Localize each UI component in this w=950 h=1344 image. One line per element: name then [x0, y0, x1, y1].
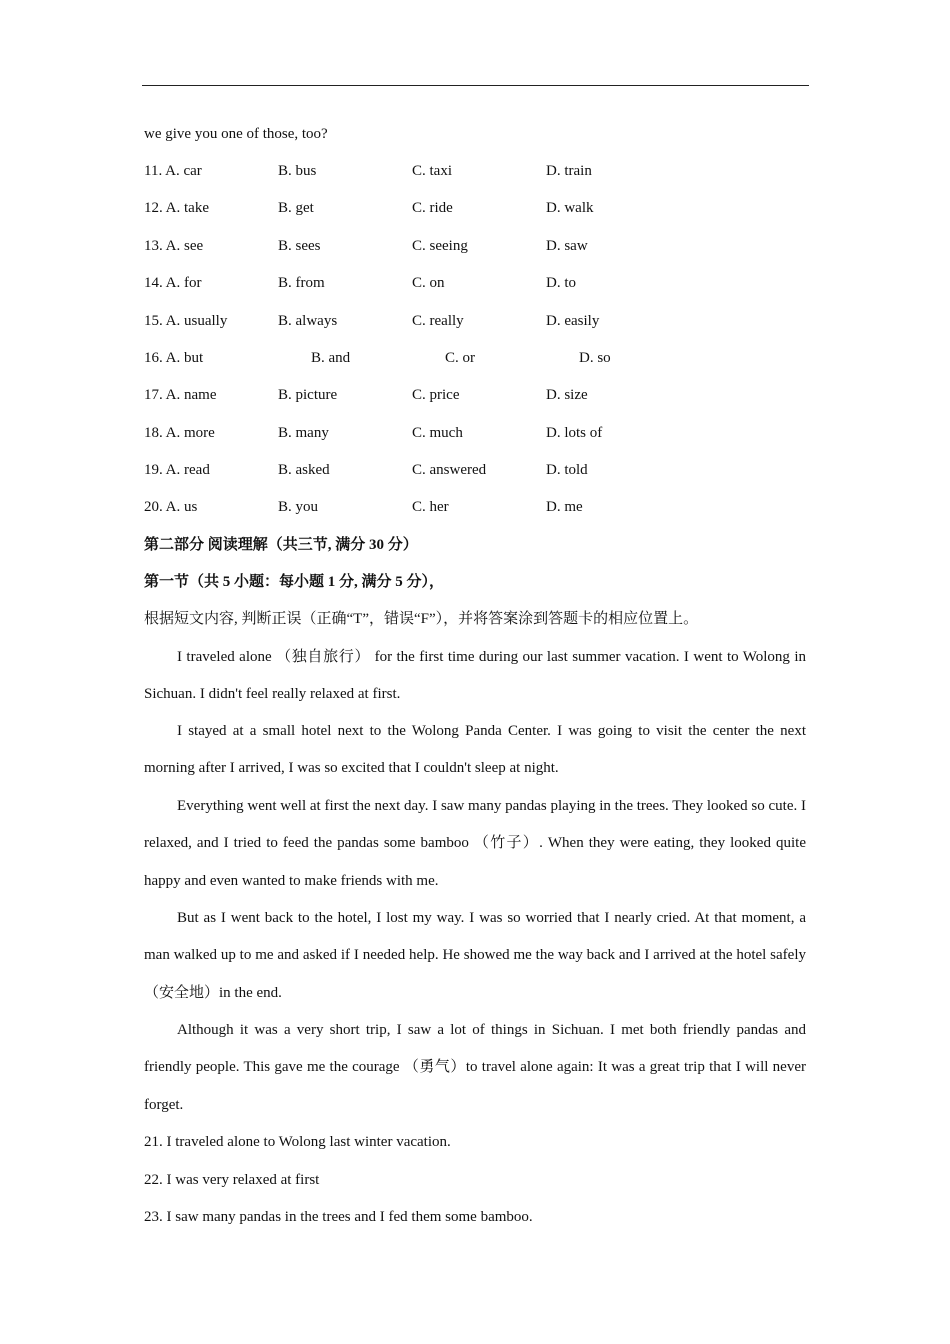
option-d: D. me — [546, 499, 583, 515]
option-a: 11. A. car — [144, 163, 202, 179]
option-c: C. much — [412, 425, 463, 441]
question-item: 23. I saw many pandas in the trees and I fed them some bamboo. — [144, 1209, 533, 1225]
option-a: 18. A. more — [144, 425, 215, 441]
option-d: D. so — [579, 350, 611, 366]
option-c: C. on — [412, 275, 445, 291]
option-c: C. her — [412, 499, 449, 515]
passage-paragraph: I traveled alone （独自旅行） for the first time during our last summer vacation. I went to Wolong in Sichuan. I didn't feel really relaxed at first. — [144, 649, 806, 703]
passage-paragraph: I stayed at a small hotel next to the Wolong Panda Center. I was going to visit the center the next morning after I arrived, I was so excited that I couldn't sleep at night. — [144, 723, 806, 777]
option-b: B. bus — [278, 163, 317, 179]
instruction-text: 根据短文内容, 判断正误（正确“T”，错误“F”），并将答案涂到答题卡的相应位置上。 — [144, 611, 699, 627]
passage-paragraph: Although it was a very short trip, I saw a lot of things in Sichuan. I met both friendly pandas and friendly people. This gave me the courage （勇气）to travel alone again: It was a great trip that I will never forget. — [144, 1022, 806, 1113]
option-d: D. to — [546, 275, 576, 291]
option-b: B. many — [278, 425, 329, 441]
part2-heading: 第二部分 阅读理解（共三节, 满分 30 分） — [144, 537, 418, 553]
section1-heading: 第一节（共 5 小题：每小题 1 分, 满分 5 分）， — [144, 574, 445, 590]
option-b: B. asked — [278, 462, 330, 478]
option-c: C. ride — [412, 200, 453, 216]
option-c: C. taxi — [412, 163, 452, 179]
option-c: C. or — [445, 350, 475, 366]
option-a: 20. A. us — [144, 499, 198, 515]
option-d: D. easily — [546, 313, 600, 329]
option-b: B. get — [278, 200, 314, 216]
option-b: B. from — [278, 275, 325, 291]
intro-line: we give you one of those, too? — [144, 126, 328, 142]
option-d: D. saw — [546, 238, 588, 254]
option-a: 19. A. read — [144, 462, 210, 478]
option-a: 14. A. for — [144, 275, 202, 291]
passage-paragraph: Everything went well at first the next day. I saw many pandas playing in the trees. They looked so cute. I relaxed, and I tried to feed the pandas some bamboo （竹子）. When they were eating, they looked quite happy and even wanted to make friends with me. — [144, 798, 806, 889]
option-d: D. lots of — [546, 425, 603, 441]
option-a: 17. A. name — [144, 387, 217, 403]
option-d: D. told — [546, 462, 588, 478]
option-c: C. seeing — [412, 238, 468, 254]
option-a: 13. A. see — [144, 238, 204, 254]
question-item: 22. I was very relaxed at first — [144, 1172, 320, 1188]
header-rule — [142, 85, 809, 86]
option-c: C. really — [412, 313, 464, 329]
option-c: C. price — [412, 387, 460, 403]
question-item: 21. I traveled alone to Wolong last winter vacation. — [144, 1134, 451, 1150]
option-a: 12. A. take — [144, 200, 209, 216]
option-b: B. sees — [278, 238, 321, 254]
option-a: 16. A. but — [144, 350, 204, 366]
option-b: B. you — [278, 499, 319, 515]
option-b: B. picture — [278, 387, 338, 403]
option-b: B. always — [278, 313, 338, 329]
passage-paragraph: But as I went back to the hotel, I lost my way. I was so worried that I nearly cried. At that moment, a man walked up to me and asked if I needed help. He showed me the way back and I arrived at the hotel safely （安全地）in the end. — [144, 910, 806, 1001]
option-c: C. answered — [412, 462, 487, 478]
option-d: D. walk — [546, 200, 594, 216]
option-a: 15. A. usually — [144, 313, 228, 329]
option-d: D. size — [546, 387, 588, 403]
option-b: B. and — [311, 350, 351, 366]
option-d: D. train — [546, 163, 592, 179]
